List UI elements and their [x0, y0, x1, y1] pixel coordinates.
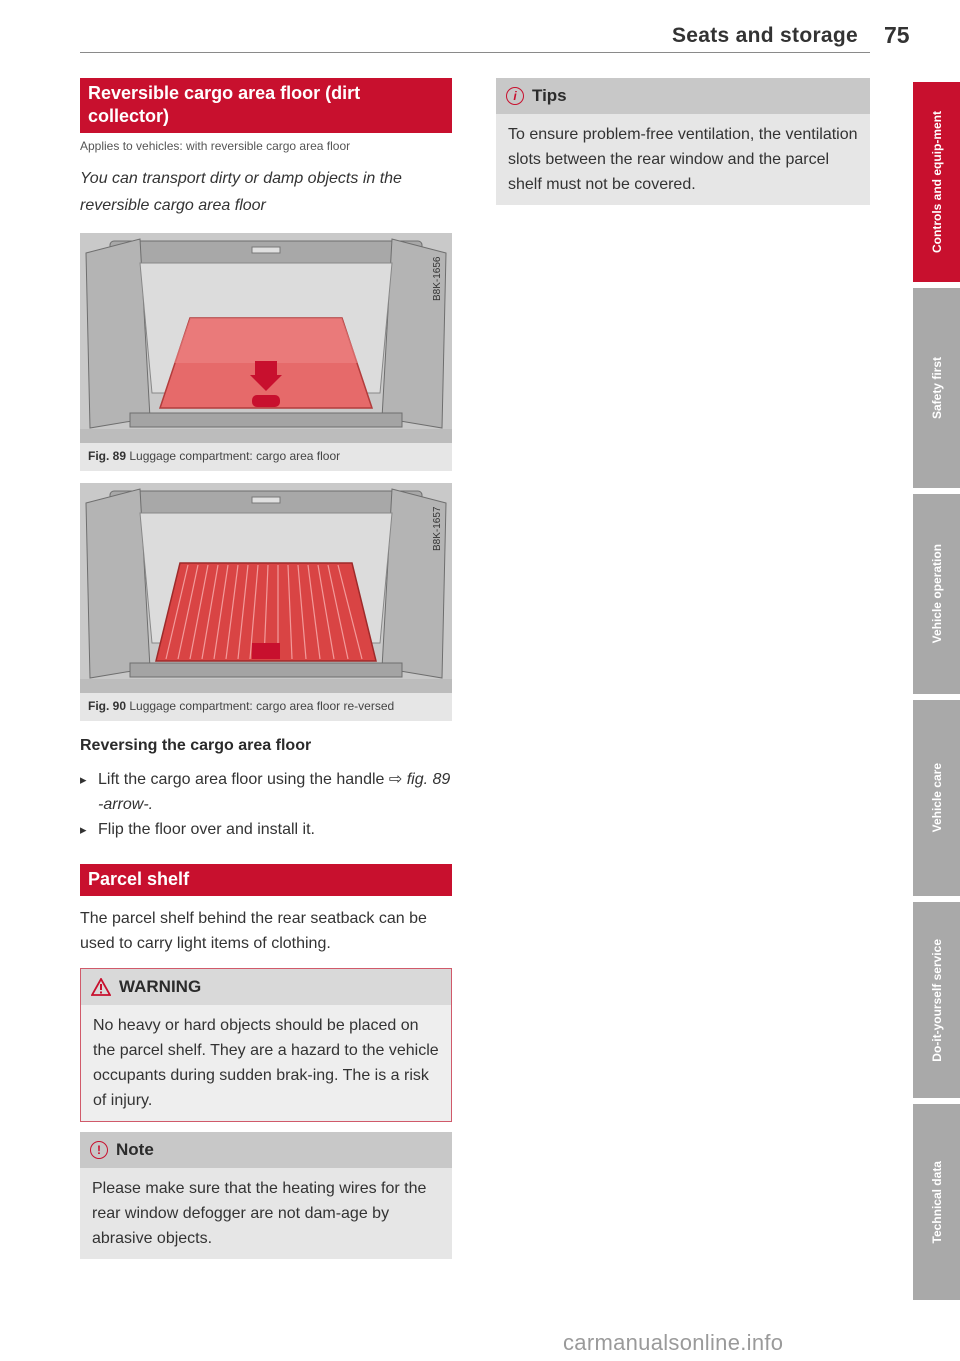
figure-89-caption	[80, 443, 452, 471]
chapter-tab-vehicle-care-label: Vehicle care	[929, 763, 944, 833]
step-lift-floor-text: Lift the cargo area floor using the handle	[98, 771, 385, 788]
warning-text: No heavy or hard objects should be placed on the parcel shelf. They are a hazard to the vehicle occupants during sudden brak-ing. The is a risk of injury.	[81, 1005, 451, 1121]
chapter-tab-controls[interactable]	[913, 82, 960, 282]
left-column	[80, 78, 452, 1259]
chapter-tab-technical-data[interactable]	[913, 1104, 960, 1300]
watermark: carmanualsonline.info	[563, 1330, 784, 1355]
info-circle-icon: i	[506, 87, 524, 105]
reversed-floor-illustration	[80, 483, 452, 693]
chapter-tab-vehicle-operation-label: Vehicle operation	[929, 544, 944, 644]
warning-header	[81, 969, 451, 1005]
figure-90-caption	[80, 693, 452, 721]
tips-text: To ensure problem-free ventilation, the ventilation slots between the rear window and the parcel shelf must not be covered.	[496, 114, 870, 205]
note-box	[80, 1132, 452, 1259]
note-header	[80, 1132, 452, 1168]
page-number: 75	[884, 22, 910, 48]
figure-90	[80, 483, 452, 721]
figure-89	[80, 233, 452, 471]
cargo-floor-illustration	[80, 233, 452, 443]
figure-89-arrow-link[interactable]: ⇨ fig. 89 -arrow-.	[98, 771, 451, 813]
warning-label: WARNING	[119, 977, 202, 996]
chapter-tab-vehicle-operation[interactable]	[913, 494, 960, 694]
note-label: Note	[116, 1140, 154, 1159]
section-title-parcel-shelf: Parcel shelf	[80, 864, 452, 896]
exclamation-circle-icon: !	[90, 1141, 108, 1159]
chapter-tab-safety-label: Safety first	[929, 356, 944, 420]
chapter-tab-technical-data-label: Technical data	[929, 1160, 944, 1244]
figure-89-caption-text: Luggage compartment: cargo area floor	[129, 449, 341, 463]
section-title-reversible-floor: Reversible cargo area floor (dirt collector)	[80, 78, 452, 133]
section-lead: You can transport dirty or damp objects in the reversible cargo area floor	[80, 170, 402, 214]
figure-89-code: B8K-1656	[432, 256, 443, 301]
header-rule	[80, 52, 870, 53]
step-flip-floor: ▸ Flip the floor over and install it.	[80, 817, 452, 842]
warning-box	[80, 968, 452, 1122]
right-column	[496, 78, 870, 205]
applies-to-note: Applies to vehicles: with reversible cargo area floor	[80, 139, 351, 153]
chapter-tab-vehicle-care[interactable]	[913, 700, 960, 896]
parcel-shelf-text: The parcel shelf behind the rear seatback can be used to carry light items of clothing.	[80, 910, 427, 952]
tips-label: Tips	[532, 86, 567, 105]
chapter-tab-safety[interactable]	[913, 288, 960, 488]
reversing-steps	[80, 767, 452, 842]
note-text: Please make sure that the heating wires for the rear window defogger are not dam-age by abrasive objects.	[80, 1168, 452, 1259]
chapter-tab-diy-service[interactable]	[913, 902, 960, 1098]
running-header-title: Seats and storage	[672, 24, 858, 47]
chapter-tab-controls-label: Controls and equip-ment	[929, 111, 944, 253]
warning-triangle-icon	[91, 978, 111, 996]
figure-90-code: B8K-1657	[432, 506, 443, 551]
figure-90-caption-text: Luggage compartment: cargo area floor re-versed	[129, 699, 395, 713]
reversing-heading: Reversing the cargo area floor	[80, 737, 312, 754]
step-lift-floor	[80, 767, 452, 817]
figure-89-label: Fig. 89	[88, 449, 127, 463]
chapter-tab-diy-service-label: Do-it-yourself service	[929, 938, 944, 1062]
tips-header	[496, 78, 870, 114]
tips-box	[496, 78, 870, 205]
figure-90-label: Fig. 90	[88, 699, 127, 713]
